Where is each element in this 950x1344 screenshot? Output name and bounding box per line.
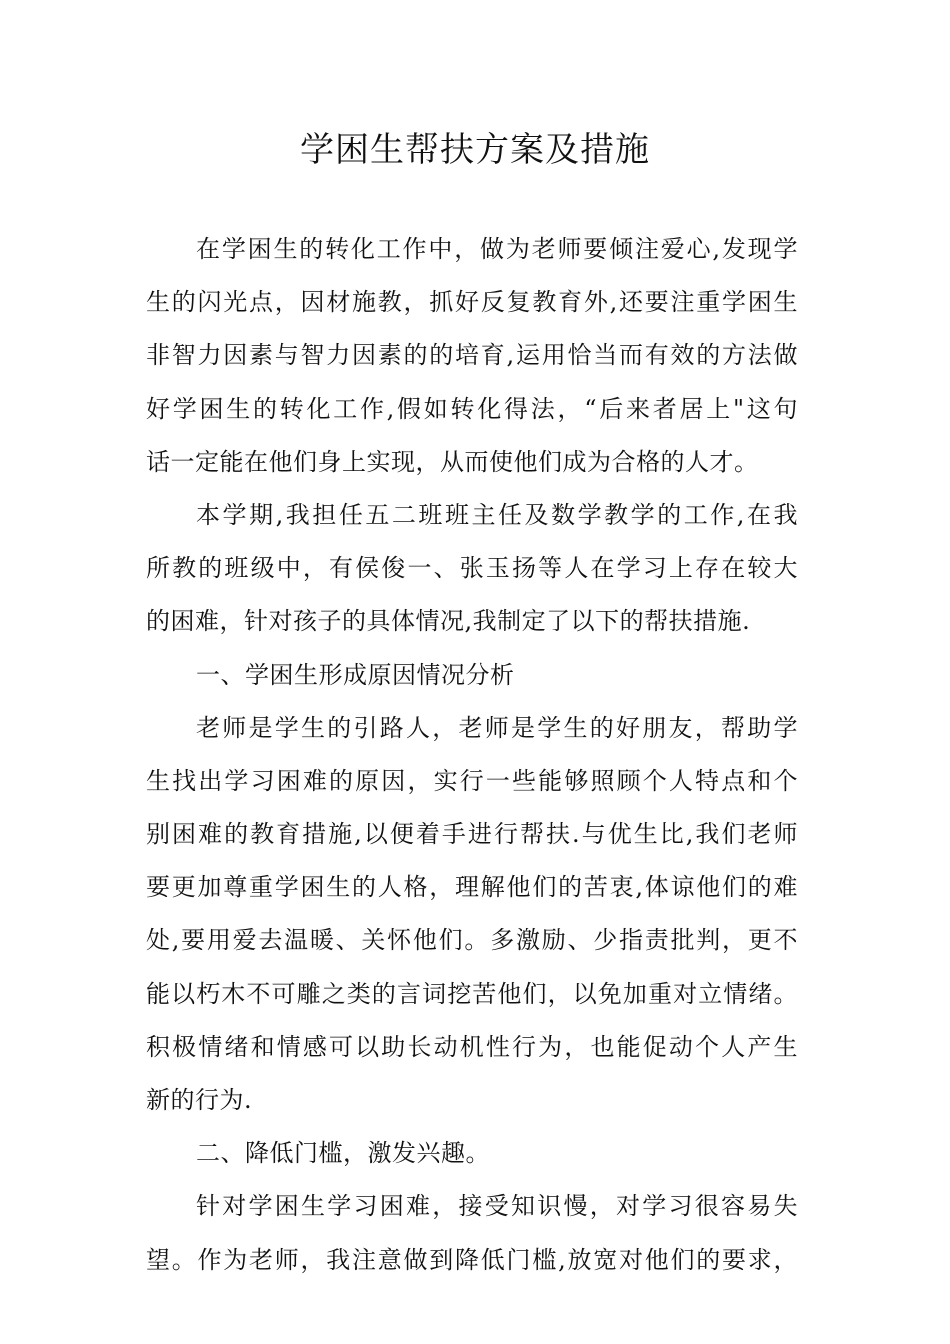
text-line: 处,要用爱去温暖、关怀他们。多激励、少指责批判，更不	[146, 926, 798, 955]
text-line: 好学困生的转化工作,假如转化得法，“后来者居上"这句	[146, 394, 798, 423]
text-line: 生的闪光点，因材施教，抓好反复教育外,还要注重学困生	[146, 288, 798, 317]
section-heading: 二、降低门槛，激发兴趣。	[196, 1139, 490, 1168]
text-line: 老师是学生的引路人，老师是学生的好朋友，帮助学	[196, 713, 798, 742]
text-line: 能以朽木不可雕之类的言词挖苦他们，以免加重对立情绪。	[146, 979, 798, 1008]
text-line: 非智力因素与智力因素的的培育,运用恰当而有效的方法做	[146, 341, 798, 370]
text-line: 本学期,我担任五二班班主任及数学教学的工作,在我	[196, 500, 798, 529]
text-line: 所教的班级中，有侯俊一、张玉扬等人在学习上存在较大	[146, 554, 798, 583]
text-line: 望。作为老师，我注意做到降低门槛,放宽对他们的要求，	[146, 1245, 798, 1274]
text-line: 在学困生的转化工作中，做为老师要倾注爱心,发现学	[196, 235, 798, 263]
section-heading: 一、学困生形成原因情况分析	[196, 660, 515, 689]
text-line: 针对学困生学习困难，接受知识慢，对学习很容易失	[196, 1192, 798, 1221]
text-line: 的困难，针对孩子的具体情况,我制定了以下的帮扶措施.	[146, 607, 751, 636]
text-line: 新的行为.	[146, 1086, 253, 1114]
text-line: 生找出学习困难的原因，实行一些能够照顾个人特点和个	[146, 766, 798, 795]
document-body	[146, 223, 798, 1287]
text-line: 积极情绪和情感可以助长动机性行为，也能促动个人产生	[146, 1032, 798, 1061]
text-line: 话一定能在他们身上实现，从而使他们成为合格的人才。	[146, 447, 759, 476]
text-line: 要更加尊重学困生的人格，理解他们的苦衷,体谅他们的难	[146, 873, 798, 902]
text-line: 别困难的教育措施,以便着手进行帮扶.与优生比,我们老师	[146, 820, 798, 849]
document-title: 学困生帮扶方案及措施	[300, 130, 650, 170]
